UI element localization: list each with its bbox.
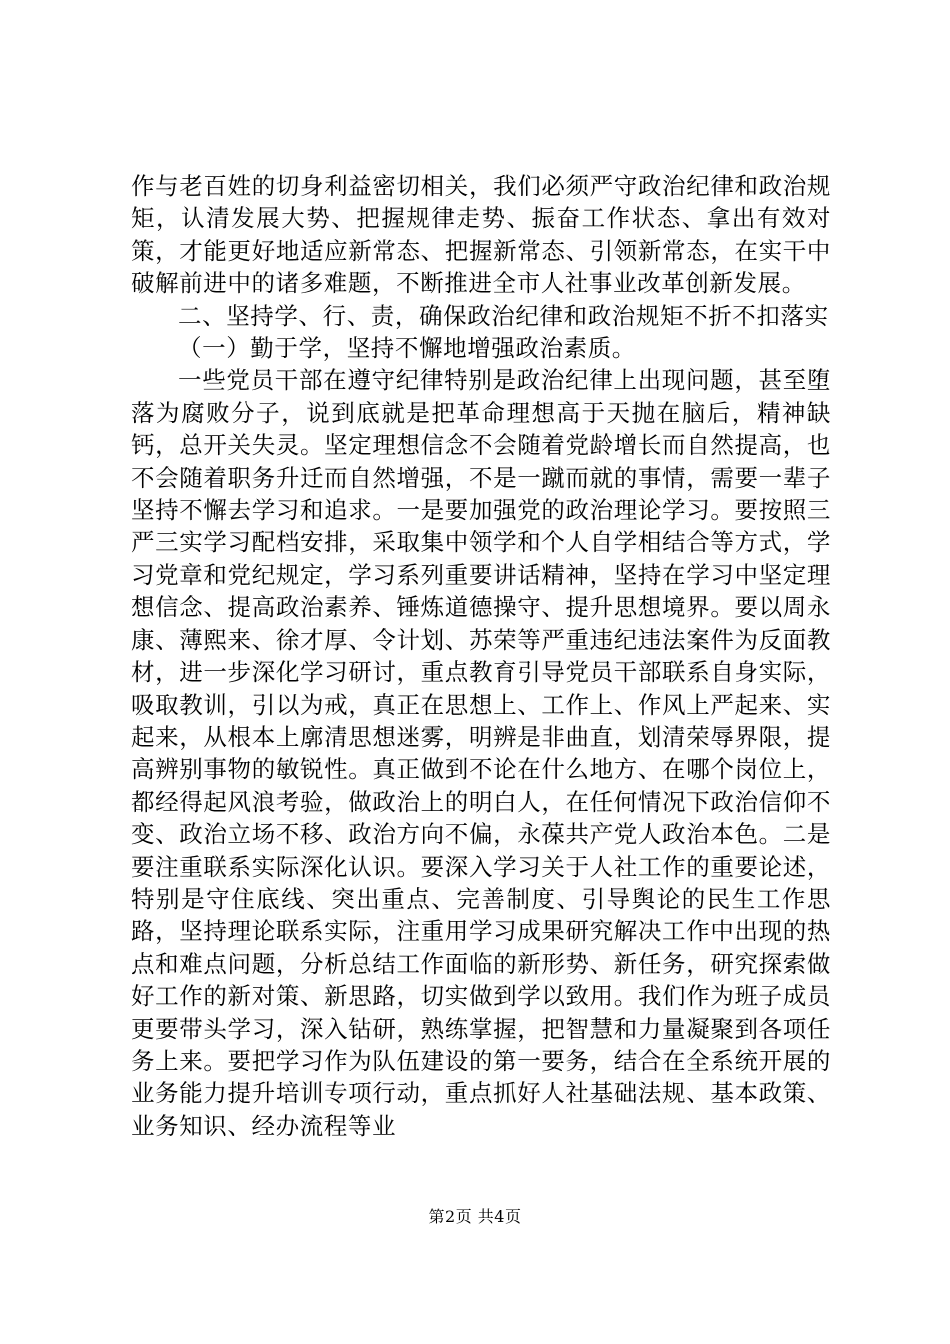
page-number-footer: 第2页 共4页 — [428, 1207, 522, 1226]
section-heading-two: 二、坚持学、行、责，确保政治纪律和政治规矩不折不扣落实 — [178, 301, 829, 330]
subsection-heading-one: （一）勤于学，坚持不懈地增强政治素质。 — [178, 334, 636, 363]
paragraph-study-politics: 一些党员干部在遵守纪律特别是政治纪律上出现问题，甚至堕落为腐败分子，说到底就是把革命理想高于天抛在脑后，精神缺钙，总开关失灵。坚定理想信念不会随着党龄增长而自然提高，也不会随着职务升迁而自然增强，不是一蹴而就的事情，需要一辈子坚持不懈去学习和追求。一是要加强党的政治理论学习。要按照三严三实学习配档安排，采取集中领学和个人自学相结合等方式，学习党章和党纪规定，学习系列重要讲话精神，坚持在学习中坚定理想信念、提高政治素养、锤炼道德操守、提升思想境界。要以周永康、薄熙来、徐才厚、令计划、苏荣等严重违纪违法案件为反面教材，进一步深化学习研讨，重点教育引导党员干部联系自身实际，吸取教训，引以为戒，真正在思想上、工作上、作风上严起来、实起来，从根本上廓清思想迷雾，明辨是非曲直，划清荣辱界限，提高辨别事物的敏锐性。真正做到不论在什么地方、在哪个岗位上，都经得起风浪考验，做政治上的明白人，在任何情况下政治信仰不变、政治立场不移、政治方向不偏，永葆共产党人政治本色。二是要注重联系实际深化认识。要深入学习关于人社工作的重要论述，特别是守住底线、突出重点、完善制度、引导舆论的民生工作思路，坚持理论联系实际，注重用学习成果研究解决工作中出现的热点和难点问题，分析总结工作面临的新形势、新任务，研究探索做好工作的新对策、新思路，切实做到学以致用。我们作为班子成员更要带头学习，深入钻研，熟练掌握，把智慧和力量凝聚到各项任务上来。要把学习作为队伍建设的第一要务，结合在全系统开展的业务能力提升培训专项行动，重点抓好人社基础法规、基本政策、业务知识、经办流程等业 — [131, 366, 831, 1140]
document-body — [131, 170, 831, 1142]
paragraph-continued-text: 作与老百姓的切身利益密切相关，我们必须严守政治纪律和政治规矩，认清发展大势、把握规律走势、振奋工作状态、拿出有效对策，才能更好地适应新常态、把握新常态、引领新常态，在实干中破解前进中的诸多难题，不断推进全市人社事业改革创新发展。 — [131, 172, 831, 298]
